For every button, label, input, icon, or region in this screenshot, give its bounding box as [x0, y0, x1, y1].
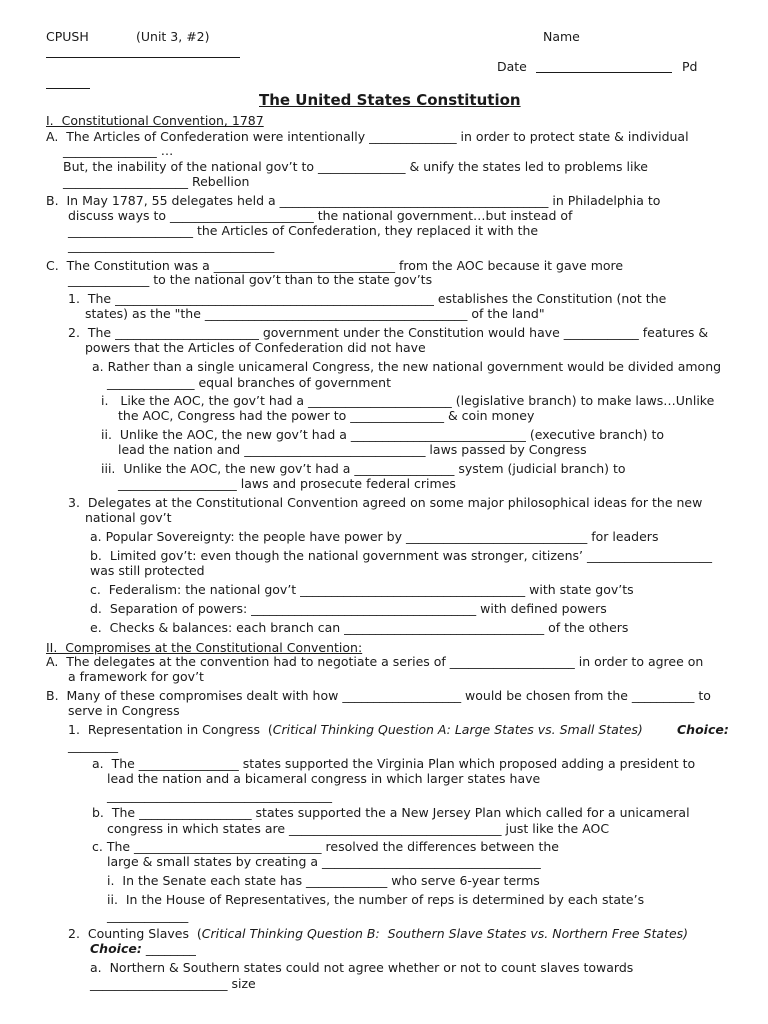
worksheet-line: lead the nation and _____________________________ laws passed by Congress — [118, 442, 587, 457]
worksheet-line: a. Popular Sovereignty: the people have power by _____________________________ for leaders — [90, 529, 659, 544]
worksheet-line: 1. The ___________________________________________________ establishes the Constitution (not the — [68, 291, 667, 306]
worksheet-line: _____________ — [107, 908, 189, 923]
critical-thinking-question: Critical Thinking Question A: Large States vs. Small States) — [272, 722, 643, 737]
worksheet-line: 2. The _______________________ government under the Constitution would have ____________ features & — [68, 325, 709, 340]
worksheet-line: i. In the Senate each state has _____________ who serve 6-year terms — [107, 873, 540, 888]
worksheet-line: a framework for gov’t — [68, 669, 204, 684]
worksheet-line: ____________________________________ — [107, 788, 332, 803]
worksheet-line: 3. Delegates at the Constitutional Convention agreed on some major philosophical ideas for the new — [68, 495, 703, 510]
unit-label: (Unit 3, #2) — [136, 29, 210, 44]
worksheet-line: i. Like the AOC, the gov’t had a _______________________ (legislative branch) to make laws…Unlike — [101, 393, 715, 408]
worksheet-line — [90, 941, 196, 956]
worksheet-line: national gov’t — [85, 510, 172, 525]
worksheet-line: large & small states by creating a ___________________________________ — [107, 854, 541, 869]
worksheet-line: A. The delegates at the convention had to negotiate a series of ____________________ in order to agree on — [46, 654, 704, 669]
worksheet-line: ii. Unlike the AOC, the new gov’t had a ____________________________ (executive branch) to — [101, 427, 665, 442]
worksheet-line: was still protected — [90, 563, 205, 578]
worksheet-line: lead the nation and a bicameral congress in which larger states have — [107, 771, 541, 786]
worksheet-line: powers that the Articles of Confederation did not have — [85, 340, 426, 355]
worksheet-line: _________________________________ — [68, 238, 275, 253]
worksheet-line: states) as the "the __________________________________________ of the land" — [85, 306, 545, 321]
worksheet-line: d. Separation of powers: ____________________________________ with defined powers — [90, 601, 607, 616]
worksheet-line: C. The Constitution was a _____________________________ from the AOC because it gave more — [46, 258, 624, 273]
page-title: The United States Constitution — [259, 91, 521, 109]
name-blank-line — [46, 57, 240, 58]
choice-blank: ________ — [68, 738, 118, 753]
worksheet-line: ______________ equal branches of government — [107, 375, 391, 390]
worksheet-line: ____________________ the Articles of Confederation, they replaced it with the — [68, 223, 539, 238]
worksheet-line: c. The ______________________________ resolved the differences between the — [92, 839, 559, 854]
worksheet-line: a. Northern & Southern states could not agree whether or not to count slaves towards — [90, 960, 634, 975]
worksheet-line: ___________________ laws and prosecute federal crimes — [118, 476, 456, 491]
worksheet-line — [68, 722, 643, 737]
worksheet-line: the AOC, Congress had the power to _______________ & coin money — [118, 408, 535, 423]
worksheet-line: a. The ________________ states supported the Virginia Plan which proposed adding a president to — [92, 756, 696, 771]
worksheet-line: B. In May 1787, 55 delegates held a ___________________________________________ in Philadelphia to — [46, 193, 661, 208]
name-label: Name — [543, 29, 580, 44]
critical-thinking-question: Critical Thinking Question B: Southern Slave States vs. Northern Free States) — [201, 926, 689, 941]
worksheet-line: ______________________ size — [90, 976, 256, 991]
worksheet-line: _____________ to the national gov’t than to the state gov’ts — [68, 272, 433, 287]
worksheet-line: a. Rather than a single unicameral Congress, the new national government would be divided among — [92, 359, 722, 374]
worksheet-line: But, the inability of the national gov’t to ______________ & unify the states led to problems like — [63, 159, 648, 174]
worksheet-line: b. Limited gov’t: even though the national government was stronger, citizens’ ____________________ — [90, 548, 712, 563]
worksheet-line: _______________ … — [63, 143, 174, 158]
worksheet-line: c. Federalism: the national gov’t ____________________________________ with state gov’ts — [90, 582, 634, 597]
worksheet-line: ii. In the House of Representatives, the number of reps is determined by each state’s — [107, 892, 645, 907]
worksheet-line: ____________________ Rebellion — [63, 174, 250, 189]
worksheet-line: A. The Articles of Confederation were intentionally ______________ in order to protect state & individual — [46, 129, 689, 144]
period-label: Pd — [682, 59, 698, 74]
date-label: Date — [497, 59, 527, 74]
worksheet-line: discuss ways to _______________________ the national government…but instead of — [68, 208, 573, 223]
choice-label: Choice: — [677, 722, 729, 737]
choice-label: Choice: — [90, 941, 142, 956]
period-blank-line — [46, 88, 90, 89]
section-heading: I. Constitutional Convention, 1787 — [46, 113, 264, 128]
worksheet-line: serve in Congress — [68, 703, 180, 718]
worksheet-line: b. The __________________ states supported the a New Jersey Plan which called for a unicameral — [92, 805, 690, 820]
worksheet-line: iii. Unlike the AOC, the new gov’t had a ________________ system (judicial branch) to — [101, 461, 626, 476]
choice-blank: ________ — [141, 941, 196, 956]
worksheet-line: e. Checks & balances: each branch can ________________________________ of the others — [90, 620, 629, 635]
worksheet-line: congress in which states are __________________________________ just like the AOC — [107, 821, 610, 836]
course-label: CPUSH — [46, 29, 89, 44]
question-text: 1. Representation in Congress ( — [68, 722, 273, 737]
worksheet-line: B. Many of these compromises dealt with how ___________________ would be chosen from the __________ to — [46, 688, 711, 703]
worksheet-line — [68, 926, 688, 941]
question-text: 2. Counting Slaves ( — [68, 926, 202, 941]
date-blank-line — [536, 72, 672, 73]
section-heading: II. Compromises at the Constitutional Convention: — [46, 640, 363, 655]
